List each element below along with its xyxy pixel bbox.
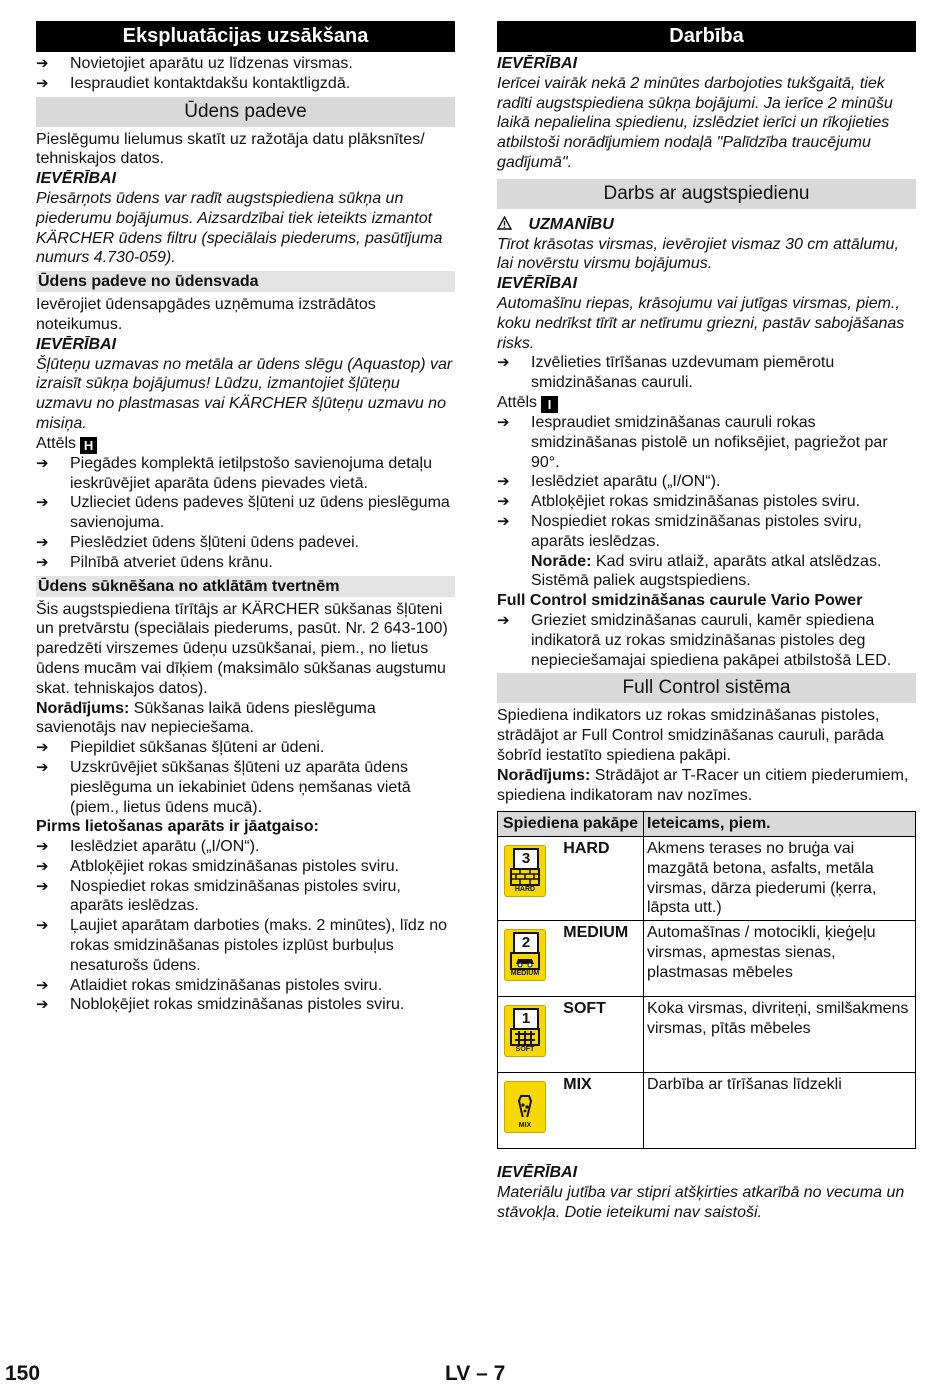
figure-reference: Attēls I xyxy=(497,393,916,413)
arrow-icon: ➔ xyxy=(497,354,510,372)
section-heading-start: Ekspluatācijas uzsākšana xyxy=(36,21,455,52)
notice-text: Ierīcei vairāk nekā 2 minūtes darbojoties tukšgaitā, tiek radīti augstspiediena sūkņa bojājumi. Ja ierīce 2 minūšu laikā nepalielina spiedienu, izslēdziet ierīci un rīkojieties atbilstoši norādījumiem nodaļā "Palīdzība traucējumu gadījumā". xyxy=(497,74,893,171)
step-item: ➔ Nobloķējiet rokas smidzināšanas pistoles sviru. xyxy=(36,996,405,1014)
notice-label: IEVĒRĪBAI xyxy=(497,55,578,72)
paragraph: Pieslēgumu lielumus skatīt uz ražotāja datu plāksnītes/ tehniskajos datos. xyxy=(36,130,425,168)
pressure-icon-cell xyxy=(498,837,561,921)
step-item: ➔ Izvēlieties tīrīšanas uzdevumam piemērotu smidzināšanas cauruli. xyxy=(497,354,835,392)
paragraph: Ievērojiet ūdensapgādes uzņēmuma izstrādātos noteikumus. xyxy=(36,296,376,333)
recommended-use: Koka virsmas, divriteņi, smilšakmens virsmas, pītās mēbeles xyxy=(644,997,916,1073)
table-row xyxy=(498,997,916,1073)
table-row xyxy=(498,1073,916,1149)
figure-badge: H xyxy=(80,437,97,454)
recommended-use: Akmens terases no bruģa vai mazgātā betona, asfalts, metāla virsmas, dārza piederumi (ķerra, lāpsta utt.) xyxy=(644,837,916,921)
table-row xyxy=(498,837,916,921)
notice-label: IEVĒRĪBAI xyxy=(497,1164,578,1182)
hard-pressure-icon: 3 HARD xyxy=(504,845,546,897)
soft-pressure-icon: 1 SOFT xyxy=(504,1005,546,1057)
step-item: ➔ Atbloķējiet rokas smidzināšanas pistoles sviru. xyxy=(497,493,861,511)
step-item: ➔ Iespraudiet smidzināšanas cauruli rokas smidzināšanas pistolē un nofiksējiet, pagriežot par 90°. xyxy=(497,413,888,471)
step-item: ➔ Ieslēdziet aparātu („I/ON“). xyxy=(497,473,721,491)
arrow-icon: ➔ xyxy=(36,996,49,1014)
arrow-icon: ➔ xyxy=(36,976,49,994)
table-header-recommended: Ieteicams, piem. xyxy=(644,812,916,837)
step-item: ➔ Ieslēdziet aparātu („I/ON“). xyxy=(36,838,260,856)
arrow-icon: ➔ xyxy=(36,917,49,935)
note: Norādījums: Sūkšanas laikā ūdens pieslēguma savienotājs nav nepieciešama. xyxy=(36,699,376,737)
notice-text: Šļūteņu uzmavas no metāla ar ūdens slēgu (Aquastop) var izraisīt sūkņa bojājumus! Lūdzu, izmantojiet šļūteņu uzmavu no plastmasas vai KÄRCHER šļūteņu uzmavu no misiņa. xyxy=(36,355,453,432)
subsection-heading-mains: Ūdens padeve no ūdensvada xyxy=(36,271,455,292)
step-item: ➔ Pilnībā atveriet ūdens krānu. xyxy=(36,553,273,571)
step-item: ➔ Ļaujiet aparātam darboties (maks. 2 minūtes), līdz no rokas smidzināšanas pistoles izplūst burbuļus nesaturošs ūdens. xyxy=(36,917,448,974)
paragraph: Šis augstspiediena tīrītājs ar KÄRCHER sūkšanas šļūteni un pretvārstu (speciālais piederums, pasūt. Nr. 2 643-100) paredzēti virszemes ūdeņu uzsūkšanai, piem., no lietus ūdens mucām vai dīķiem (maksimālo sūkšanas augstumu skat. tehniskajos datos). xyxy=(36,600,448,697)
mix-detergent-icon: MIX xyxy=(504,1081,546,1133)
vario-heading: Full Control smidzināšanas caurule Vario Power xyxy=(497,592,863,610)
arrow-icon: ➔ xyxy=(497,512,510,530)
figure-reference: Attēls H xyxy=(36,434,455,454)
arrow-icon: ➔ xyxy=(497,473,510,491)
arrow-icon: ➔ xyxy=(36,877,49,895)
recommended-use: Darbība ar tīrīšanas līdzekli xyxy=(644,1073,916,1149)
warning-triangle-icon xyxy=(497,216,516,233)
pressure-level: HARD xyxy=(560,837,643,921)
pressure-level: MEDIUM xyxy=(560,921,643,997)
section-heading-water: Ūdens padeve xyxy=(36,97,455,127)
table-row xyxy=(498,921,916,997)
table-header-pressure: Spiediena pakāpe xyxy=(498,812,644,837)
notice-text: Automašīnu riepas, krāsojumu vai jutīgas virsmas, piem., koku nedrīkst tīrīt ar netīrumu griezni, pastāv sabojāšanas risks. xyxy=(497,294,905,352)
arrow-icon: ➔ xyxy=(36,454,49,472)
step-item: ➔ Atbloķējiet rokas smidzināšanas pistoles sviru. xyxy=(36,857,400,875)
section-heading-operation: Darbība xyxy=(497,21,916,52)
right-column xyxy=(497,21,916,1223)
language-page-label: LV – 7 xyxy=(445,1362,506,1385)
note: Norādījums: Strādājot ar T-Racer un citiem piederumiem, spiediena indikatoram nav nozīmes. xyxy=(497,766,909,804)
arrow-icon: ➔ xyxy=(36,494,49,512)
notice-text: Materiālu jutība var stipri atšķirties atkarībā no vecuma un stāvokļa. Dotie ieteikumi nav saistoši. xyxy=(497,1184,905,1221)
pressure-icon-cell xyxy=(498,921,561,997)
arrow-icon: ➔ xyxy=(36,74,49,92)
step-item: ➔ Piegādes komplektā ietilpstošo savienojuma detaļu ieskrūvējiet aparāta ūdens pievades vietā. xyxy=(36,454,432,492)
pressure-table xyxy=(497,811,916,1149)
arrow-icon: ➔ xyxy=(36,758,49,776)
paragraph: Spiediena indikators uz rokas smidzināšanas pistoles, strādājot ar Full Control smidzināšanas cauruli, parāda šobrīd iestatīto spiediena pakāpi. xyxy=(497,707,884,764)
arrow-icon: ➔ xyxy=(36,838,49,856)
pressure-level: MIX xyxy=(560,1073,643,1149)
figure-badge: I xyxy=(541,396,558,413)
pressure-icon-cell xyxy=(498,997,561,1073)
page-number: 150 xyxy=(5,1362,41,1385)
note: Norāde: Kad sviru atlaiž, aparāts atkal atslēdzas. Sistēmā paliek augstspiediens. xyxy=(531,552,882,590)
step-item: ➔ Uzskrūvējiet sūkšanas šļūteni uz aparāta ūdens pieslēguma un iekabiniet ūdens ņemšanas vietā (piem., lietus ūdens mucā). xyxy=(36,758,411,816)
step-item: ➔ Piepildiet sūkšanas šļūteni ar ūdeni. xyxy=(36,739,325,757)
left-column xyxy=(36,21,455,1015)
section-heading-high-pressure: Darbs ar augstspiedienu xyxy=(497,179,916,209)
arrow-icon: ➔ xyxy=(497,493,510,511)
subsection-heading-suction: Ūdens sūknēšana no atklātām tvertnēm xyxy=(36,576,455,597)
step-item: ➔ Atlaidiet rokas smidzināšanas pistoles sviru. xyxy=(36,976,383,994)
arrow-icon: ➔ xyxy=(36,55,49,72)
recommended-use: Automašīnas / motocikli, ķieģeļu virsmas, apmestas sienas, plastmasas mēbeles xyxy=(644,921,916,997)
arrow-icon: ➔ xyxy=(36,739,49,757)
pressure-level: SOFT xyxy=(560,997,643,1073)
notice-label: IEVĒRĪBAI xyxy=(36,335,117,353)
arrow-icon: ➔ xyxy=(36,553,49,571)
step-item: ➔ Iespraudiet kontaktdakšu kontaktligzdā. xyxy=(36,74,351,92)
arrow-icon: ➔ xyxy=(497,413,510,431)
arrow-icon: ➔ xyxy=(36,533,49,551)
table-header-row xyxy=(498,812,916,837)
step-item: ➔ Novietojiet aparātu uz līdzenas virsmas. xyxy=(36,55,353,72)
medium-pressure-icon: 2 MEDIUM xyxy=(504,929,546,981)
notice-text: Piesārņots ūdens var radīt augstspiediena sūkņa un piederumu bojājumus. Aizsardzībai tiek ieteikts izmantot KÄRCHER ūdens filtru (speciālais piederums, pasūtījuma numurs 4.730-059). xyxy=(36,189,443,267)
pressure-icon-cell xyxy=(498,1073,561,1149)
caution-label-row: UZMANĪBU xyxy=(497,215,916,235)
step-item: ➔ Grieziet smidzināšanas cauruli, kamēr spiediena indikatorā uz rokas smidzināšanas pistoles deg nepieciešamajai spiediena pakāpei atbilstošā LED. xyxy=(497,611,892,669)
notice-label: IEVĒRĪBAI xyxy=(36,170,117,188)
step-item: ➔ Nospiediet rokas smidzināšanas pistoles sviru, aparāts ieslēdzas. xyxy=(497,512,862,550)
arrow-icon: ➔ xyxy=(497,611,510,629)
notice-label: IEVĒRĪBAI xyxy=(497,275,578,293)
arrow-icon: ➔ xyxy=(36,857,49,875)
section-heading-full-control: Full Control sistēma xyxy=(497,673,916,703)
caution-text: Tīrot krāsotas virsmas, ievērojiet vismaz 30 cm attālumu, lai novērstu virsmu bojājumus. xyxy=(497,235,899,273)
step-item: ➔ Uzlieciet ūdens padeves šļūteni uz ūdens pieslēguma savienojuma. xyxy=(36,494,450,532)
vent-heading: Pirms lietošanas aparāts ir jāatgaiso: xyxy=(36,818,319,836)
step-item: ➔ Pieslēdziet ūdens šļūteni ūdens padevei. xyxy=(36,533,360,551)
step-item: ➔ Nospiediet rokas smidzināšanas pistoles sviru, aparāts ieslēdzas. xyxy=(36,877,401,915)
